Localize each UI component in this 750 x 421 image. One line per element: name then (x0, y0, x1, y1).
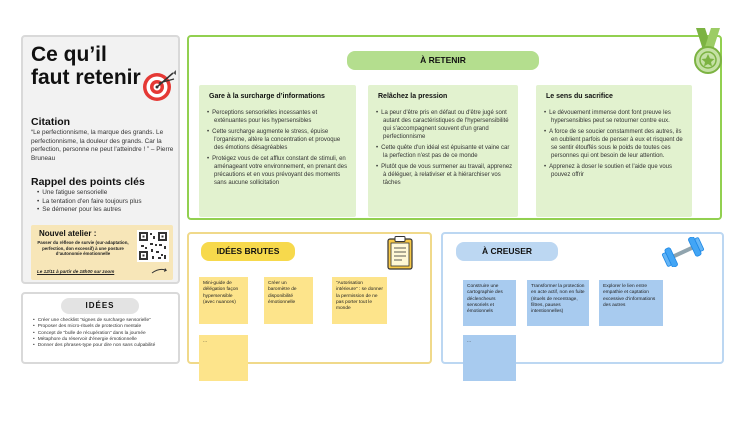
page-title: Ce qu’il faut retenir (31, 43, 141, 89)
list-item: • Apprenez à doser le soutien et l'aide que vous pouvez offrir (544, 163, 688, 179)
card-list (207, 109, 351, 190)
retenir-label: À RETENIR (347, 51, 539, 70)
sticky-note[interactable]: ... (463, 335, 516, 381)
sticky-note[interactable]: Mini-guide de délégation façon hypersensible (avec nuances) (199, 277, 248, 324)
retenir-card-pression (368, 85, 518, 217)
list-item: • Donner des phrases-type pour dire non sans culpabilité (33, 343, 173, 349)
list-item: • A force de se soucier constamment des autres, ils en oublient parfois de penser à eux et risquent de se sentir étouffés sous le poids de toutes ces personnes qui ont besoin de leur attention. (544, 128, 688, 160)
atelier-card (31, 225, 173, 280)
sticky-note[interactable]: Explorer le lien entre empathie et captation excessive d’informations des autres (599, 280, 663, 326)
a-creuser-label: À CREUSER (456, 242, 558, 261)
list-item: • La peur d'être pris en défaut ou d'être jugé sont autant des caractéristiques de l'hypersensibilité qui s'accompagnent souvent d'un grand perfectionnisme (376, 109, 514, 141)
sticky-note[interactable]: Construire une cartographie des déclencheurs sensoriels et émotionnels (463, 280, 516, 326)
retenir-card-sacrifice (536, 85, 692, 217)
sticky-note[interactable]: ... (199, 335, 248, 381)
list-item: • Concept de “bulle de récupération” dans la journée (33, 331, 173, 337)
ideas-list (33, 318, 173, 349)
list-item: • Une fatigue sensorielle (37, 189, 177, 198)
atelier-title: Nouvel atelier : (39, 229, 97, 238)
list-item: • Le dévouement immense dont font preuve les hypersensibles peut se retourner contre eux. (544, 109, 688, 125)
ideas-label: IDÉES (61, 298, 139, 314)
list-item: • Métaphore du réservoir d'énergie émotionnelle (33, 337, 173, 343)
citation-heading: Citation (31, 116, 71, 128)
list-item: • Cette quête d'un idéal est épuisante et vaine car la perfection n'est pas de ce monde (376, 144, 514, 160)
card-title: Relâchez la pression (378, 93, 448, 100)
list-item: • La tentation d'en faire toujours plus (37, 198, 177, 207)
dumbbell-icon (661, 237, 705, 267)
target-icon (141, 67, 177, 103)
atelier-text: Passer du réflexe de survie (sur-adaptation, perfection, don excessif) à une posture d’autonomie émotionnelle (37, 240, 129, 257)
ideas-panel (21, 292, 180, 364)
sticky-note[interactable]: “Autorisation intérieure” : se donner la permission de ne pas porter tout le monde (332, 277, 387, 324)
retenir-card-surcharge (199, 85, 356, 217)
rappel-list (37, 189, 177, 215)
card-list (376, 109, 514, 190)
medal-icon (688, 28, 728, 76)
citation-text: “Le perfectionnisme, la marque des grands. Le perfectionnisme, la douleur des grands. Car la perfection, personne ne peut l'atteindre ! ” – Pierre Bruneau (31, 129, 174, 162)
list-item: • Perceptions sensorielles incessantes et exténuantes pour les hypersensibles (207, 109, 351, 125)
arrow-icon (151, 267, 167, 275)
list-item: • Cette surcharge augmente le stress, épuise l'organisme, altère la concentration et provoque des émotions désagréables (207, 128, 351, 152)
retenir-panel (187, 35, 722, 220)
list-item: • Se démener pour les autres (37, 206, 177, 215)
atelier-date[interactable]: Le 12/11 à partir de 18h00 sur zoom (37, 269, 115, 274)
list-item: • Plutôt que de vous surmener au travail, apprenez à déléguer, à relativiser et à hiérarchiser vos tâches (376, 163, 514, 187)
list-item: • Proposer des micro-rituels de protection mentale (33, 324, 173, 330)
rappel-heading: Rappel des points clés (31, 176, 145, 188)
qr-code-icon[interactable] (137, 230, 169, 262)
summary-panel (21, 35, 180, 284)
sticky-note[interactable]: Transformer la protection en acte actif, non en fuite (rituels de recentrage, filtres, pauses intentionnelles) (527, 280, 589, 326)
card-title: Le sens du sacrifice (546, 93, 613, 100)
list-item: • Créer une checklist “signes de surcharge sensorielle” (33, 318, 173, 324)
list-item: • Protégez vous de cet afflux constant de stimuli, en aménageant votre environnement, en prenant des précautions et en vous prévoyant des moments sans aucune sollicitation (207, 155, 351, 187)
sticky-note[interactable]: Créer un baromètre de disponibilité émotionnelle (264, 277, 313, 324)
clipboard-icon (387, 236, 413, 270)
idees-brutes-label: IDÉES BRUTES (201, 242, 295, 261)
idees-brutes-panel (187, 232, 432, 364)
card-list (544, 109, 688, 182)
a-creuser-panel (441, 232, 724, 364)
card-title: Gare à la surcharge d’informations (209, 93, 325, 100)
